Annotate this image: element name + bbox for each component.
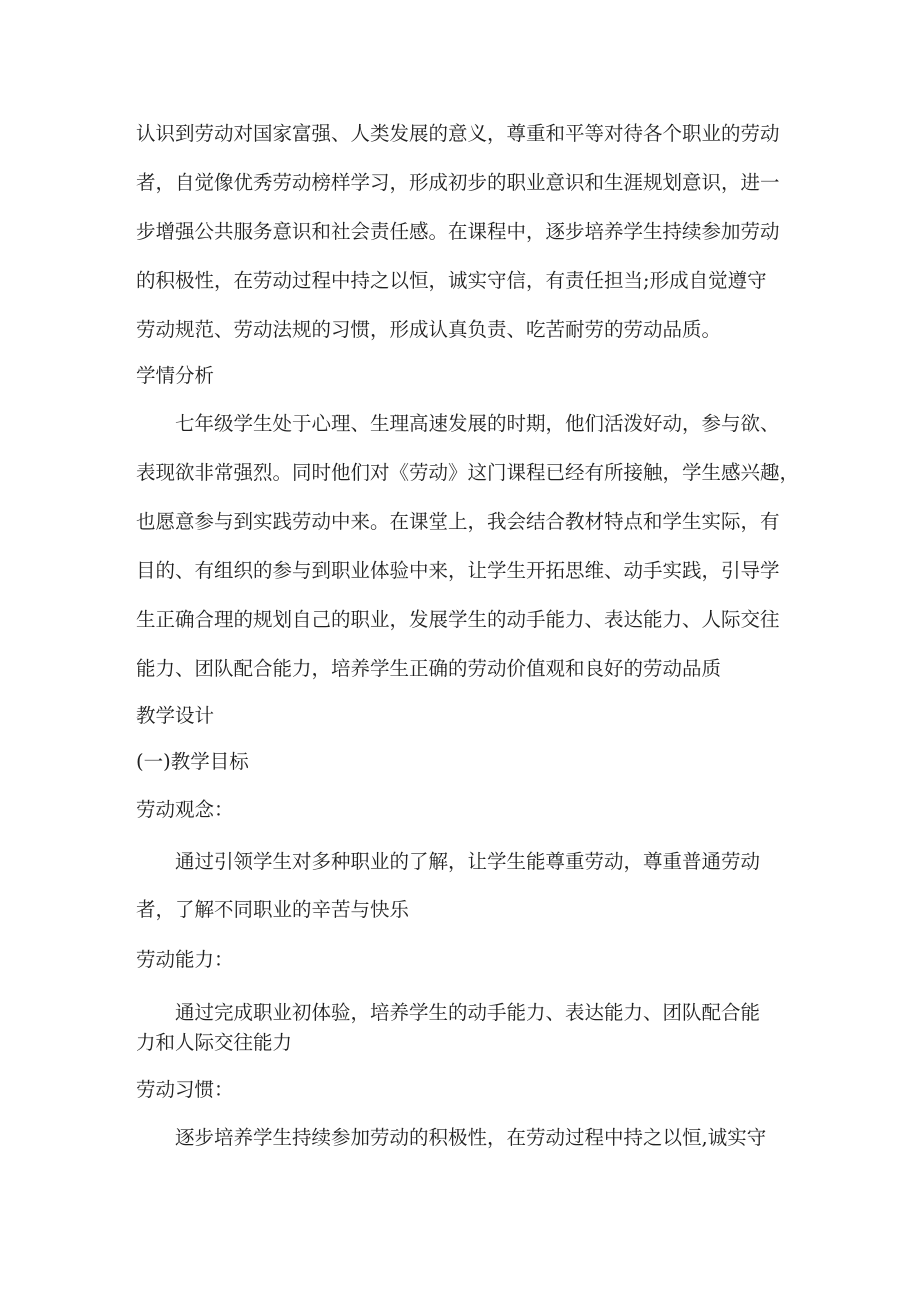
section-heading: 教学设计 <box>136 704 215 727</box>
text-line: 者，自觉像优秀劳动榜样学习，形成初步的职业意识和生涯规划意识，进一 <box>136 171 780 194</box>
text-line: 七年级学生处于心理、生理高速发展的时期，他们活泼好动，参与欲、 <box>175 412 780 435</box>
section-heading: 学情分析 <box>136 364 215 387</box>
text-line: 通过完成职业初体验，培养学生的动手能力、表达能力、团队配合能 <box>175 1001 761 1024</box>
text-line: 步增强公共服务意识和社会责任感。在课程中，逐步培养学生持续参加劳动 <box>136 220 780 243</box>
text-line: 的积极性，在劳动过程中持之以恒，诚实守信，有责任担当;形成自觉遵守 <box>136 269 767 292</box>
text-line: 力和人际交往能力 <box>136 1031 293 1054</box>
subsection-heading: (一)教学目标 <box>136 750 249 773</box>
text-line: 认识到劳动对国家富强、人类发展的意义，尊重和平等对待各个职业的劳动 <box>136 122 780 145</box>
text-line: 能力、团队配合能力，培养学生正确的劳动价值观和良好的劳动品质 <box>136 657 722 680</box>
text-line: 者，了解不同职业的辛苦与快乐 <box>136 898 410 921</box>
subheading: 劳动能力： <box>136 948 234 971</box>
text-line: 表现欲非常强烈。同时他们对《劳动》这门课程已经有所接触，学生感兴趣， <box>136 461 800 484</box>
text-line: 也愿意参与到实践劳动中来。在课堂上，我会结合教材特点和学生实际，有 <box>136 510 780 533</box>
text-line: 目的、有组织的参与到职业体验中来，让学生开拓思维、动手实践，引导学 <box>136 559 780 582</box>
text-line: 生正确合理的规划自己的职业，发展学生的动手能力、表达能力、人际交往 <box>136 608 780 631</box>
text-line: 劳动规范、劳动法规的习惯，形成认真负责、吃苦耐劳的劳动品质。 <box>136 318 722 341</box>
text-line: 通过引领学生对多种职业的了解，让学生能尊重劳动，尊重普通劳动 <box>175 850 761 873</box>
text-line: 逐步培养学生持续参加劳动的积极性，在劳动过程中持之以恒,诚实守 <box>175 1126 767 1149</box>
subheading: 劳动观念： <box>136 798 234 821</box>
subheading: 劳动习惯： <box>136 1078 234 1101</box>
